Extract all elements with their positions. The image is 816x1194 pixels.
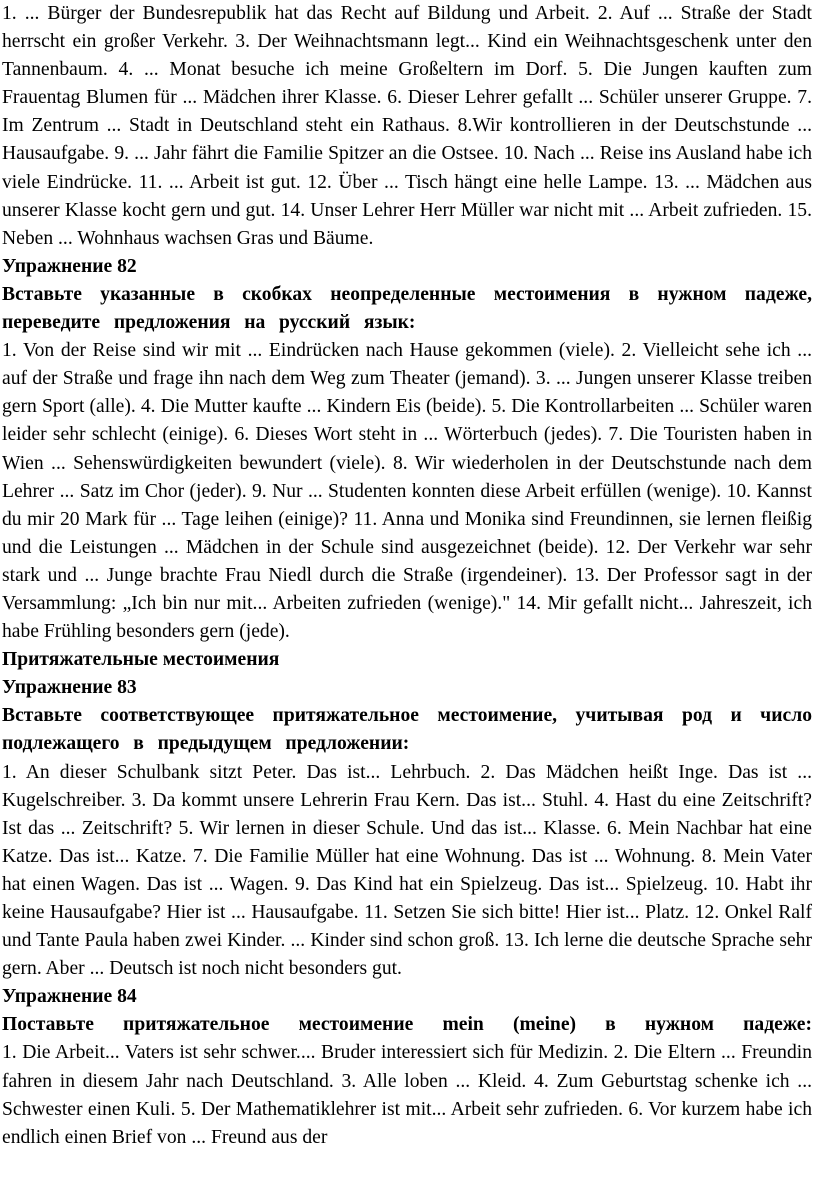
section-heading-possessive-pronouns: Притяжательные местоимения (2, 649, 280, 671)
exercise-84-instruction: Поставьте притяжательное местоимение mein (meine) в нужном падеже: (2, 1014, 812, 1036)
exercise-84-text: 1. Die Arbeit... Vaters ist sehr schwer.... Bruder interessiert sich für Medizin. 2. Die Eltern ... Freundin fahren in diesem Jahr nach Deutschland. 3. Alle loben ... Kleid. 4. Zum Geburtstag schenke ich ... Schwester einen Kuli. 5. Der Mathematiklehrer ist mit... Arbeit sehr zufrieden. 6. Vor kurzem habe ich endlich einen Brief von ... Freund aus der (2, 1042, 812, 1148)
exercise-83-text: 1. An dieser Schulbank sitzt Peter. Das ist... Lehrbuch. 2. Das Mädchen heißt Inge. Das ist ... Kugelschreiber. 3. Da kommt unsere Lehrerin Frau Kern. Das ist... Stuhl. 4. Hast du eine Zeitschrift? Ist das ... Zeitschrift? 5. Wir lernen in dieser Schule. Und das ist... Klasse. 6. Mein Nachbar hat eine Katze. Das ist... Katze. 7. Die Familie Müller hat eine Wohnung. Das ist ... Wohnung. 8. Mein Vater hat einen Wagen. Das ist ... Wagen. 9. Das Kind hat ein Spielzeug. Das ist... Spielzeug. 10. Habt ihr keine Hausaufgabe? Hier ist ... Hausaufgabe. 11. Setzen Sie sich bitte! Hier ist... Platz. 12. Onkel Ralf und Tante Paula haben zwei Kinder. ... Kinder sind schon groß. 13. Ich lerne die deutsche Sprache sehr gern. Aber ... Deutsch ist noch nicht besonders gut. (2, 761, 812, 980)
exercise-83-title: Упражнение 83 (2, 677, 137, 699)
exercise-sentences-block: 1. ... Bürger der Bundesrepublik hat das Recht auf Bildung und Arbeit. 2. Auf ... Straße der Stadt herrscht ein großer Verkehr. 3. Der Weihnachtsmann legt... Kind ein Weihnachtsgeschenk unter den Tannenbaum. 4. ... Monat besuche ich meine Großeltern im Dorf. 5. Die Jungen kauften zum Frauentag Blumen für ... Mädchen ihrer Klasse. 6. Dieser Lehrer gefallt ... Schüler unserer Gruppe. 7. Im Zentrum ... Stadt in Deutschland steht ein Rathaus. 8.Wir kontrollieren in der Deutschstunde ... Hausaufgabe. 9. ... Jahr fährt die Familie Spitzer an die Ostsee. 10. Nach ... Reise ins Ausland habe ich viele Eindrücke. 11. ... Arbeit ist gut. 12. Über ... Tisch hängt eine helle Lampe. 13. ... Mädchen aus unserer Klasse kocht gern und gut. 14. Unser Lehrer Herr Müller war nicht mit ... Arbeit zufrieden. 15. Neben ... Wohnhaus wachsen Gras und Bäume. (2, 3, 812, 249)
exercise-84-title: Упражнение 84 (2, 986, 137, 1008)
exercise-82-instruction: Вставьте указанные в скобках неопределенные местоимения в нужном падеже, переведите предложения на русский язык: (2, 283, 812, 334)
exercise-82-text: 1. Von der Reise sind wir mit ... Eindrücken nach Hause gekommen (viele). 2. Vielleicht sehe ich ... auf der Straße und frage ihn nach dem Weg zum Theater (jemand). 3. ... Jungen unserer Klasse treiben gern Sport (alle). 4. Die Mutter kaufte ... Kindern Eis (beide). 5. Die Kontrollarbeiten ... Schüler waren leider sehr schlecht (einige). 6. Dieses Wort steht in ... Wörterbuch (jedes). 7. Die Touristen haben in Wien ... Sehenswürdigkeiten bewundert (viele). 8. Wir wiederholen in der Deutschstunde nach dem Lehrer ... Satz im Chor (jeder). 9. Nur ... Studenten konnten diese Arbeit erfüllen (wenige). 10. Kannst du mir 20 Mark für ... Tage leihen (einige)? 11. Anna und Monika sind Freundinnen, sie lernen fleißig und die Leistungen ... Mädchen in der Schule sind ausgezeichnet (beide). 12. Der Verkehr war sehr stark und ... Junge brachte Frau Niedl durch die Straße (irgendeiner). 13. Der Professor sagt in der Versammlung: „Ich bin nur mit... Arbeiten zufrieden (wenige)." 14. Mir gefallt nicht... Jahreszeit, ich habe Frühling besonders gern (jede). (2, 340, 812, 643)
exercise-82-title: Упражнение 82 (2, 255, 137, 277)
exercise-83-instruction: Вставьте соответствующее притяжательное местоимение, учитывая род и число подлежащего в предыдущем предложении: (2, 705, 812, 755)
